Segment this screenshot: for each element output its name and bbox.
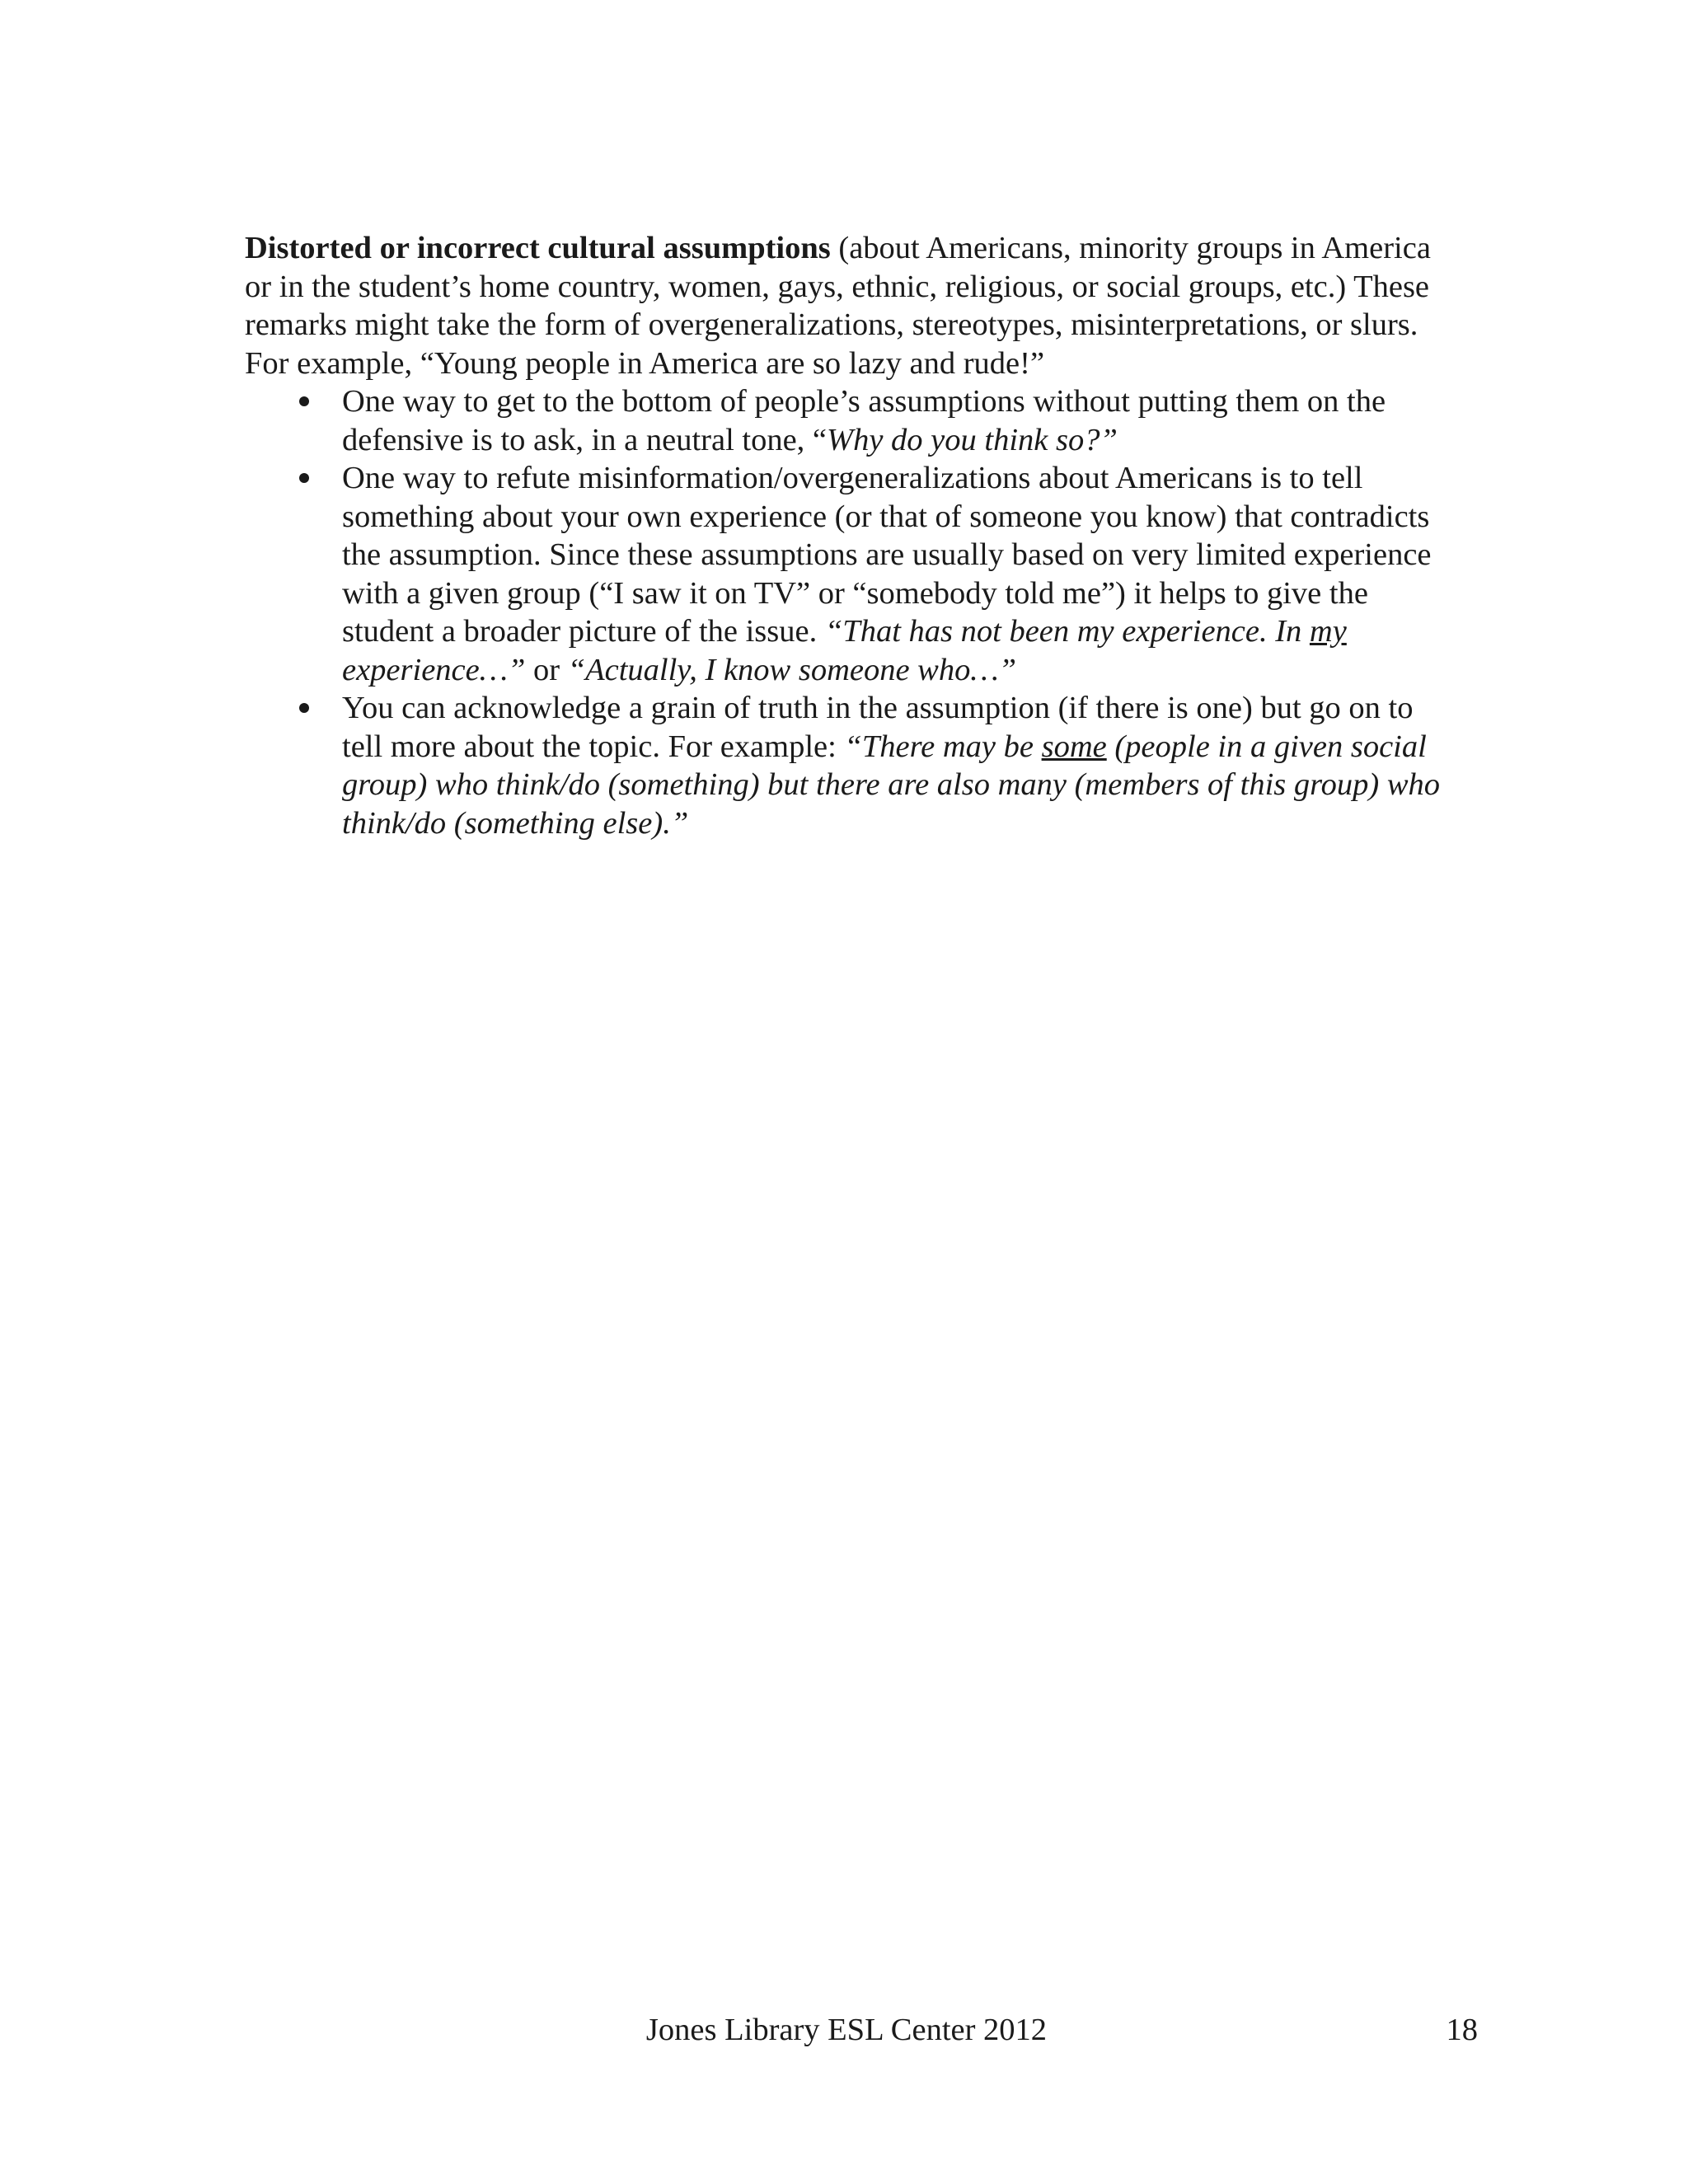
bullet-italic-underline: some bbox=[1041, 729, 1107, 764]
bullet-italic: “That has not been my experience. In bbox=[824, 614, 1310, 649]
intro-paragraph bbox=[245, 229, 1448, 382]
bullet-italic: “Actually, I know someone who…” bbox=[567, 652, 1017, 687]
bullet-text: One way to refute misinformation/overgeneralizations about Americans is to tell something about your own experience (or that of someone you know) that contradicts the assumption. Since these assumptions are usually based on very limited experience with a given group (“I saw it on TV” or “somebody told me”) it helps to give the student a broader picture of the issue. bbox=[342, 461, 1432, 649]
bullet-italic-underline: my bbox=[1309, 614, 1347, 649]
section-heading: Distorted or incorrect cultural assumptions bbox=[245, 231, 831, 265]
page-number: 18 bbox=[1446, 2013, 1478, 2047]
intro-text: (about Americans, minority groups in America or in the student’s home country, women, gays, ethnic, religious, or social groups, etc.) These remarks might take the form of overgeneralizations, stereotypes, misinterpretations, or slurs. For example, “Young people in America are so lazy and rude!” bbox=[245, 231, 1431, 381]
bullet-list bbox=[245, 382, 1448, 842]
page-content bbox=[245, 229, 1448, 842]
bullet-text: You can acknowledge a grain of truth in the assumption (if there is one) but go on to tell more about the topic. For example: bbox=[342, 691, 1414, 764]
list-item bbox=[245, 459, 1448, 689]
bullet-connector: or bbox=[525, 652, 568, 687]
list-item bbox=[245, 382, 1448, 459]
bullet-italic: experience…” bbox=[342, 652, 526, 687]
list-item bbox=[245, 689, 1448, 842]
bullet-italic: (people in a given social group) who think/do (something) but there are also many (members of this group) who think/do (something else).” bbox=[342, 729, 1441, 841]
footer-text: Jones Library ESL Center 2012 bbox=[645, 2013, 1048, 2047]
bullet-text: One way to get to the bottom of people’s assumptions without putting them on the defensive is to ask, in a neutral tone, “ bbox=[342, 384, 1386, 457]
bullet-italic: Why do you think so?” bbox=[827, 422, 1118, 457]
bullet-italic: “There may be bbox=[844, 729, 1042, 764]
